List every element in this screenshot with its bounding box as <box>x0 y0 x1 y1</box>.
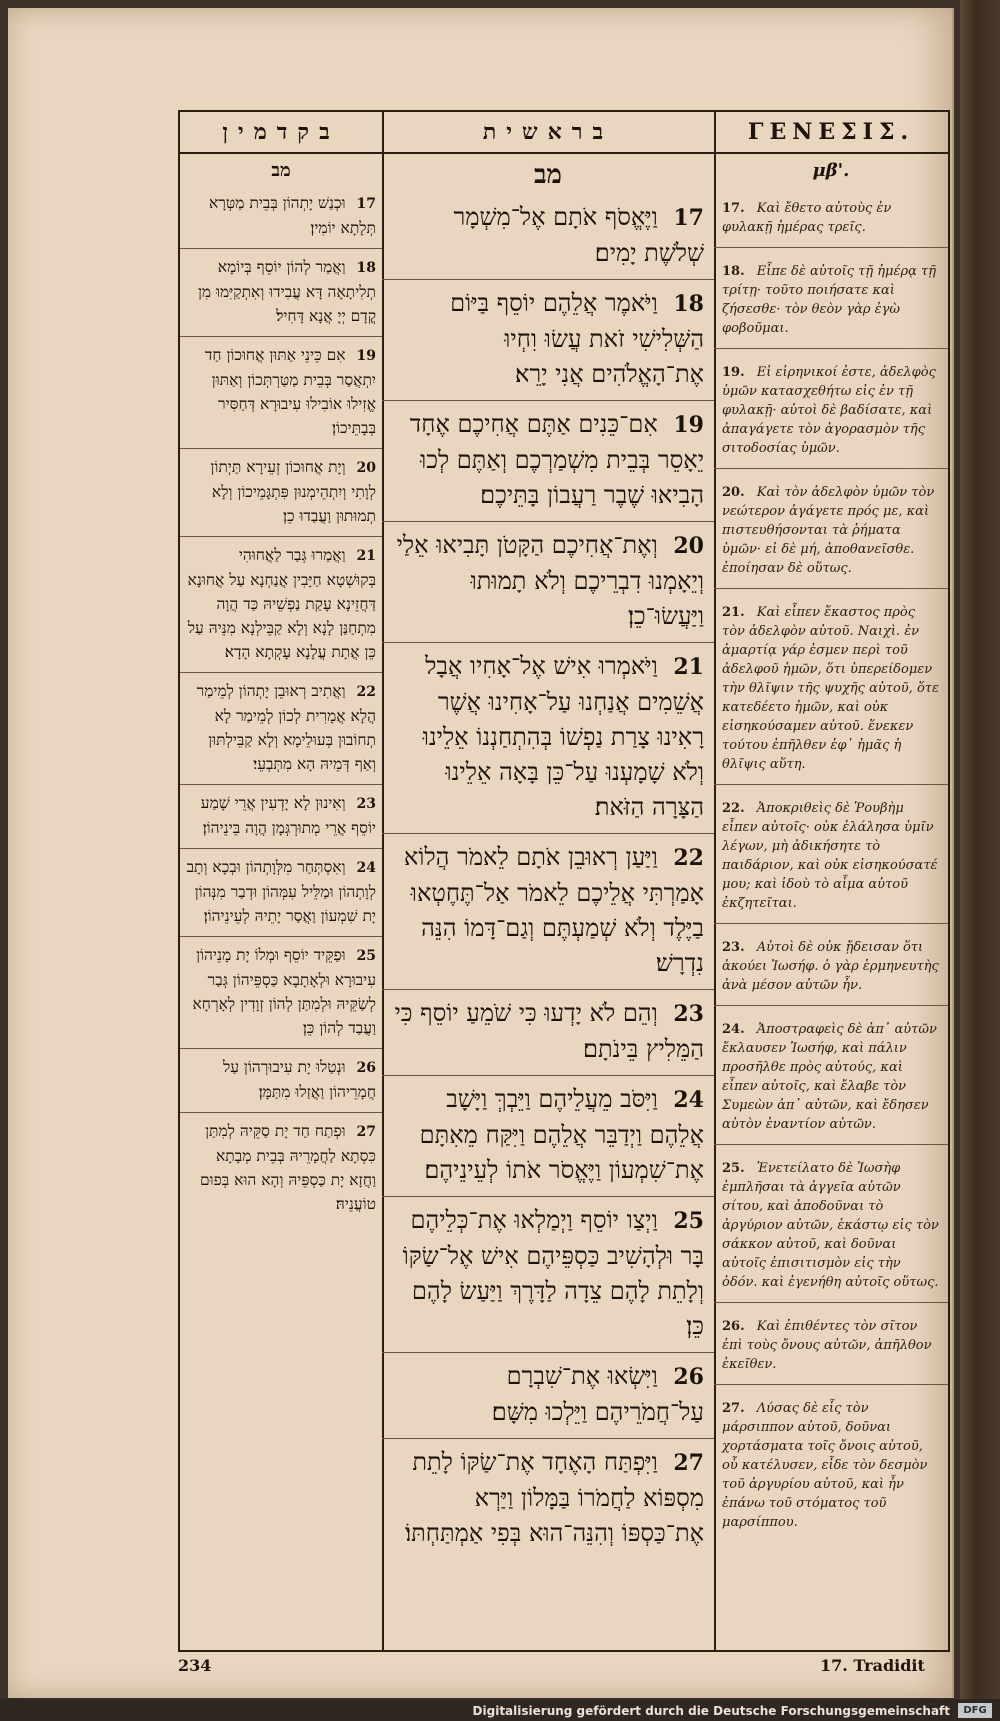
targum-verse <box>180 849 382 937</box>
greek-verse-text: Αὐτοὶ δὲ οὐκ ᾔδεισαν ὅτι ἀκούει Ἰωσήφ. ὁ γὰρ ἑρμηνευτὴς ἀνὰ μέσον αὐτῶν ἦν. <box>722 940 939 993</box>
targum-verse-number: 18 <box>356 260 376 276</box>
greek-verse-number: 27. <box>722 1401 745 1416</box>
polyglot-text-frame <box>178 110 950 1652</box>
targum-verse-text: וַאֲמַר לְהוֹן יוֹסֵף בְּיוֹמָא תְלִיתָאָה דָּא עֲבִידוּ וְאִתְקַיִּמוּ מִן קֳדָם יְיָ אֲנָא דָּחִיל׃ <box>197 258 376 325</box>
greek-verse-text: Εἶπε δὲ αὐτοῖς τῇ ἡμέρᾳ τῇ τρίτῃ· τοῦτο ποιήσατε καὶ ζήσεσθε· τὸν θεὸν γὰρ ἐγὼ φοβοῦμαι. <box>722 264 937 336</box>
greek-verse <box>714 1006 948 1145</box>
hebrew-verse-text: וַיְצַו יוֹסֵף וַיְמַלְאוּ אֶת־כְּלֵיהֶם בָּר וּלְהָשִׁיב כַּסְפֵּיהֶם אִישׁ אֶל־שַׂקּוֹ וְלָתֵת לָהֶם צֵדָה לַדָּרֶךְ וַיַּעַשׂ לָהֶם כֵּן׃ <box>402 1206 704 1340</box>
greek-verse-number: 24. <box>722 1022 745 1037</box>
hebrew-verse-text: אִם־כֵּנִים אַתֶּם אֲחִיכֶם אֶחָד יֵאָסֵר בְּבֵית מִשְׁמַרְכֶם וְאַתֶּם לְכוּ הָבִיאוּ שֶׁבֶר רַעֲבוֹן בָּתֵּיכֶם׃ <box>409 410 704 509</box>
greek-verse-number: 21. <box>722 605 745 620</box>
hebrew-verse-number: 26 <box>673 1364 704 1390</box>
hebrew-verse-list <box>382 194 714 1559</box>
hebrew-verse-text: וַיִּסֹּב מֵעֲלֵיהֶם וַיֵּבְךְּ וַיָּשָׁב אֲלֵהֶם וַיְדַבֵּר אֲלֵהֶם וַיִּקַּח מֵאִתָּם אֶת־שִׁמְעוֹן וַיֶּאֱסֹר אֹתוֹ לְעֵינֵיהֶם׃ <box>419 1085 704 1184</box>
greek-verse-number: 17. <box>722 201 745 216</box>
greek-verse <box>714 248 948 349</box>
greek-verse-text: Καὶ ἐπιθέντες τὸν σῖτον ἐπὶ τοὺς ὄνους αὐτῶν, ἀπῆλθον ἐκεῖθεν. <box>722 1319 932 1372</box>
greek-verse <box>714 1385 948 1542</box>
targum-column <box>180 112 384 1650</box>
greek-verse <box>714 1145 948 1303</box>
hebrew-verse <box>382 1076 714 1197</box>
hebrew-verse <box>382 1353 714 1439</box>
hebrew-verse-text: וַיֶּאֱסֹף אֹתָם אֶל־מִשְׁמָר שְׁלֹשֶׁת יָמִים׃ <box>453 203 704 267</box>
hebrew-verse-text: וַיֹּאמֶר אֲלֵהֶם יוֹסֵף בַּיּוֹם הַשְּׁלִישִׁי זֹאת עֲשׂוּ וִחְיוּ אֶת־הָאֱלֹהִים אֲנִי יָרֵא׃ <box>450 289 704 388</box>
greek-verse-number: 25. <box>722 1161 745 1176</box>
hebrew-verse-text: וַיִּשְׂאוּ אֶת־שִׁבְרָם עַל־חֲמֹרֵיהֶם וַיֵּלְכוּ מִשָּׁם׃ <box>491 1362 704 1426</box>
hebrew-verse <box>382 1197 714 1353</box>
hebrew-chapter-number: מב <box>534 160 562 190</box>
book-binding <box>960 0 1000 1721</box>
targum-verse-text: וַאֲתִיב רְאוּבֵן יָתְהוֹן לְמֵימַר הֲלָא אֲמָרִית לְכוֹן לְמֵימַר לָא תְחוֹבוּן בְּעוּלֵימָא וְלָא קַבֵּילְתּוּן וְאַף דְּמֵיהּ הָא מִתְּבְעֵי׃ <box>196 682 376 773</box>
greek-verse-number: 18. <box>722 264 745 279</box>
targum-verse-number: 20 <box>356 460 376 476</box>
targum-verse-number: 25 <box>356 948 376 964</box>
hebrew-verse-text: וַיֹּאמְרוּ אִישׁ אֶל־אָחִיו אֲבָל אֲשֵׁמִים אֲנַחְנוּ עַל־אָחִינוּ אֲשֶׁר רָאִינוּ צָרַת נַפְשׁוֹ בְּהִתְחַנְנוֹ אֵלֵינוּ וְלֹא שָׁמָעְנוּ עַל־כֵּן בָּאָה אֵלֵינוּ הַצָּרָה הַזֹּאת׃ <box>422 652 704 821</box>
targum-verse-text: וְאִסְתְּחַר מִלְּוָתְהוֹן וּבְכָא וְתָב לְוָתְהוֹן וּמַלֵּיל עִמְּהוֹן וּדְבַר מִנְּהוֹן יָת שִׁמְעוֹן וַאֲסַר יָתֵיהּ לְעֵינֵיהוֹן׃ <box>186 858 376 925</box>
hebrew-header: בראשית <box>382 112 714 154</box>
hebrew-verse-number: 19 <box>673 412 704 438</box>
greek-verse-text: Ἀποστραφεὶς δὲ ἀπ᾽ αὐτῶν ἔκλαυσεν Ἰωσήφ, καὶ πάλιν προσῆλθε πρὸς αὐτούς, καὶ εἶπεν αὐτοῖς, καὶ ἔλαβε τὸν Συμεὼν ἀπ᾽ αὐτῶν, καὶ ἔδησεν αὐτὸν ἐναντίον αὐτῶν. <box>722 1022 937 1132</box>
greek-verse <box>714 589 948 785</box>
greek-verse-number: 22. <box>722 801 745 816</box>
digitization-credit-bar <box>0 1699 1000 1721</box>
hebrew-verse <box>382 522 714 643</box>
greek-verse-number: 19. <box>722 365 745 380</box>
greek-verse-text: Καὶ τὸν ἀδελφὸν ὑμῶν τὸν νεώτερον ἀγάγετε πρός με, καὶ πιστευθήσονται τὰ ῥήματα ὑμῶν· εἰ δὲ μή, ἀποθανεῖσθε. ἐποίησαν δὲ οὕτως. <box>722 485 935 576</box>
hebrew-verse-text: וַיַּעַן רְאוּבֵן אֹתָם לֵאמֹר הֲלוֹא אָמַרְתִּי אֲלֵיכֶם לֵאמֹר אַל־תֶּחֶטְאוּ בַיֶּלֶד וְלֹא שְׁמַעְתֶּם וְגַם־דָּמוֹ הִנֵּה נִדְרָשׁ׃ <box>403 843 704 977</box>
targum-verse <box>180 1113 382 1224</box>
greek-verse-text: Εἰ εἰρηνικοί ἐστε, ἀδελφὸς ὑμῶν κατασχεθήτω εἰς ἐν τῇ φυλακῇ· αὐτοὶ δὲ βαδίσατε, καὶ ἀπαγάγετε τὸν ἀγορασμὸν τῆς σιτοδοσίας ὑμῶν. <box>722 365 936 456</box>
greek-verse-number: 20. <box>722 485 745 500</box>
greek-verse <box>714 469 948 589</box>
hebrew-verse-number: 17 <box>673 205 704 231</box>
targum-verse-list <box>180 185 382 1224</box>
greek-verse-text: Ἀποκριθεὶς δὲ Ῥουβὴμ εἶπεν αὐτοῖς· οὐκ ἐλάλησα ὑμῖν λέγων, μὴ ἀδικήσητε τὸ παιδάριον, καὶ οὐκ εἰσηκούσατέ μου; καὶ ἰδοὺ τὸ αἷμα αὐτοῦ ἐκζητεῖται. <box>722 801 938 911</box>
targum-verse <box>180 537 382 673</box>
hebrew-verse <box>382 990 714 1076</box>
targum-verse-text: וְאִינוּן לָא יָדְעִין אֲרֵי שָׁמַע יוֹסֵף אֲרֵי מְתוּרְגְּמָן הֲוָה בֵּינֵיהוֹן׃ <box>200 794 376 837</box>
hebrew-verse <box>382 834 714 990</box>
targum-verse-number: 24 <box>356 860 376 876</box>
hebrew-verse-number: 25 <box>673 1208 704 1234</box>
greek-chapter-number: μβ'. <box>812 160 850 181</box>
targum-verse-number: 19 <box>356 348 376 364</box>
greek-verse-number: 23. <box>722 940 745 955</box>
greek-verse-list <box>714 185 948 1542</box>
targum-verse <box>180 1049 382 1113</box>
targum-verse-text: וּכְנַשׁ יָתְהוֹן בְּבֵית מַטְּרָא תְּלָתָא יוֹמִין׃ <box>208 194 376 237</box>
targum-verse-number: 27 <box>356 1124 376 1140</box>
targum-verse <box>180 673 382 785</box>
greek-verse-number: 26. <box>722 1319 745 1334</box>
funding-credit: Digitalisierung gefördert durch die Deutsche Forschungsgemeinschaft <box>472 1704 950 1718</box>
greek-verse-text: Καὶ ἔθετο αὐτοὺς ἐν φυλακῇ ἡμέρας τρεῖς. <box>722 201 892 235</box>
greek-column <box>714 112 948 1650</box>
page-number: 234 <box>178 1656 212 1675</box>
targum-verse <box>180 337 382 449</box>
targum-verse <box>180 449 382 537</box>
targum-verse-text: וַאֲמַרוּ גְּבַר לַאֲחוּהִי בְּקוּשְׁטָא חַיָּבִין אֲנַחְנָא עַל אֲחוּנָא דַּחֲזֵינָא עָקַת נַפְשֵׁיהּ כַּד הֲוָה מִתְחַנַּן לָנָא וְלָא קַבֵּילְנָא מִנֵּיהּ עַל כֵּן אֲתָת עֲלָנָא עָקְתָא הָדָא׃ <box>187 546 376 661</box>
greek-verse-text: Λύσας δὲ εἷς τὸν μάρσιππον αὐτοῦ, δοῦναι χορτάσματα τοῖς ὄνοις αὐτοῦ, οὗ κατέλυσεν, εἶδε τὸν δεσμὸν τοῦ ἀργυρίου αὐτοῦ, καὶ ἦν ἐπάνω τοῦ στόματος τοῦ μαρσίππου. <box>722 1401 928 1530</box>
targum-verse-number: 23 <box>356 796 376 812</box>
hebrew-verse-number: 18 <box>673 291 704 317</box>
hebrew-verse <box>382 401 714 522</box>
greek-verse-text: Ἐνετείλατο δὲ Ἰωσὴφ ἐμπλῆσαι τὰ ἀγγεῖα αὐτῶν σίτου, καὶ ἀποδοῦναι τὸ ἀργύριον αὐτῶν, ἑκάστῳ εἰς τὸν σάκκον αὐτοῦ, καὶ δοῦναι αὐτοῖς ἐπισιτισμὸν εἰς τὴν ὁδόν. καὶ ἐγενήθη αὐτοῖς οὕτως. <box>722 1161 939 1290</box>
greek-verse <box>714 185 948 248</box>
hebrew-verse-text: וְהֵם לֹא יָדְעוּ כִּי שֹׁמֵעַ יוֹסֵף כִּי הַמֵּלִיץ בֵּינֹתָם׃ <box>394 999 704 1063</box>
hebrew-verse <box>382 1439 714 1559</box>
targum-verse-text: וּפְתַח חַד יָת סַקֵּיהּ לְמִתַּן כִּסְתָא לַחֲמָרֵיהּ בְּבֵית מְבָתָא וַחֲזָא יָת כַּסְפֵּיהּ וְהָא הוּא בְּפוּם טוֹעֲנֵיהּ׃ <box>199 1122 376 1213</box>
targum-verse <box>180 785 382 849</box>
book-page <box>8 8 954 1698</box>
hebrew-verse-number: 27 <box>673 1450 704 1476</box>
targum-verse-text: וּפַקֵּיד יוֹסֵף וּמְלוֹ יָת מָנֵיהוֹן עִיבוּרָא וּלְאָתָבָא כַּסְפֵּיהוֹן גְּבַר לְשַׂקֵּיהּ וּלְמִתַּן לְהוֹן זְוָדִין לְאָרְחָא וַעֲבַד לְהוֹן כֵּן׃ <box>192 946 376 1037</box>
targum-verse <box>180 249 382 337</box>
targum-verse-number: 21 <box>356 548 376 564</box>
hebrew-verse-number: 21 <box>673 654 704 680</box>
greek-verse-text: Καὶ εἶπεν ἕκαστος πρὸς τὸν ἀδελφὸν αὐτοῦ. Ναιχὶ. ἐν ἁμαρτίᾳ γάρ ἐσμεν περὶ τοῦ ἀδελφοῦ ἡμῶν, ὅτι ὑπερείδομεν τὴν θλῖψιν τῆς ψυχῆς αὐτοῦ, ὅτε κατεδέετο ἡμῶν, καὶ οὐκ εἰσηκούσαμεν αὐτοῦ. ἕνεκεν τούτου ἐπῆλθεν ἐφ᾽ ἡμᾶς ἡ θλῖψις αὕτη. <box>722 605 939 772</box>
greek-header: ΓΕΝΕΣΙΣ. <box>714 112 948 154</box>
targum-chapter-number: מב <box>271 160 291 181</box>
targum-header: בקדמין <box>180 112 382 154</box>
hebrew-verse-text: וְאֶת־אֲחִיכֶם הַקָּטֹן תָּבִיאוּ אֵלַי וְיֵאָמְנוּ דִבְרֵיכֶם וְלֹא תָמוּתוּ וַיַּעֲשׂוּ־כֵן׃ <box>396 531 704 630</box>
hebrew-verse-number: 22 <box>673 845 704 871</box>
catchword: 17. Tradidit <box>820 1656 925 1675</box>
targum-verse-number: 22 <box>356 684 376 700</box>
hebrew-verse <box>382 194 714 280</box>
dfg-logo: DFG <box>958 1703 992 1718</box>
greek-verse <box>714 1303 948 1385</box>
greek-verse <box>714 349 948 469</box>
greek-verse <box>714 785 948 924</box>
targum-verse <box>180 937 382 1049</box>
targum-verse-number: 26 <box>356 1060 376 1076</box>
hebrew-verse <box>382 280 714 401</box>
hebrew-verse <box>382 643 714 834</box>
hebrew-verse-number: 24 <box>673 1087 704 1113</box>
hebrew-verse-number: 20 <box>673 533 704 559</box>
targum-verse-text: וּנְטַלוּ יָת עִיבוּרְהוֹן עַל חֲמָרֵיהוֹן וַאֲזַלוּ מִתַּמָּן׃ <box>222 1058 376 1101</box>
hebrew-verse-number: 23 <box>673 1001 704 1027</box>
targum-verse-text: וְיָת אֲחוּכוֹן זְעֵירָא תַּיְתוֹן לְוָתִי וְיִתְהֵימְנוּן פִּתְגָּמֵיכוֹן וְלָא תְמוּתוּן וַעֲבַדוּ כֵן׃ <box>210 458 376 525</box>
targum-verse-text: אִם כֵּינֵי אַתּוּן אֲחוּכוֹן חַד יִתְאֲסַר בְּבֵית מַטַּרְתְּכוֹן וְאַתּוּן אֱזִילוּ אוֹבִילוּ עִיבוּרָא דְּחַסִּיר בְּבָתֵּיכוֹן׃ <box>204 346 376 437</box>
targum-verse-number: 17 <box>356 196 376 212</box>
greek-verse <box>714 924 948 1006</box>
hebrew-column <box>382 112 716 1650</box>
hebrew-verse-text: וַיִּפְתַּח הָאֶחָד אֶת־שַׂקּוֹ לָתֵת מִסְפּוֹא לַחֲמֹרוֹ בַּמָּלוֹן וַיַּרְא אֶת־כַּסְפּוֹ וְהִנֵּה־הוּא בְּפִי אַמְתַּחְתּוֹ׃ <box>405 1448 704 1547</box>
targum-verse <box>180 185 382 249</box>
